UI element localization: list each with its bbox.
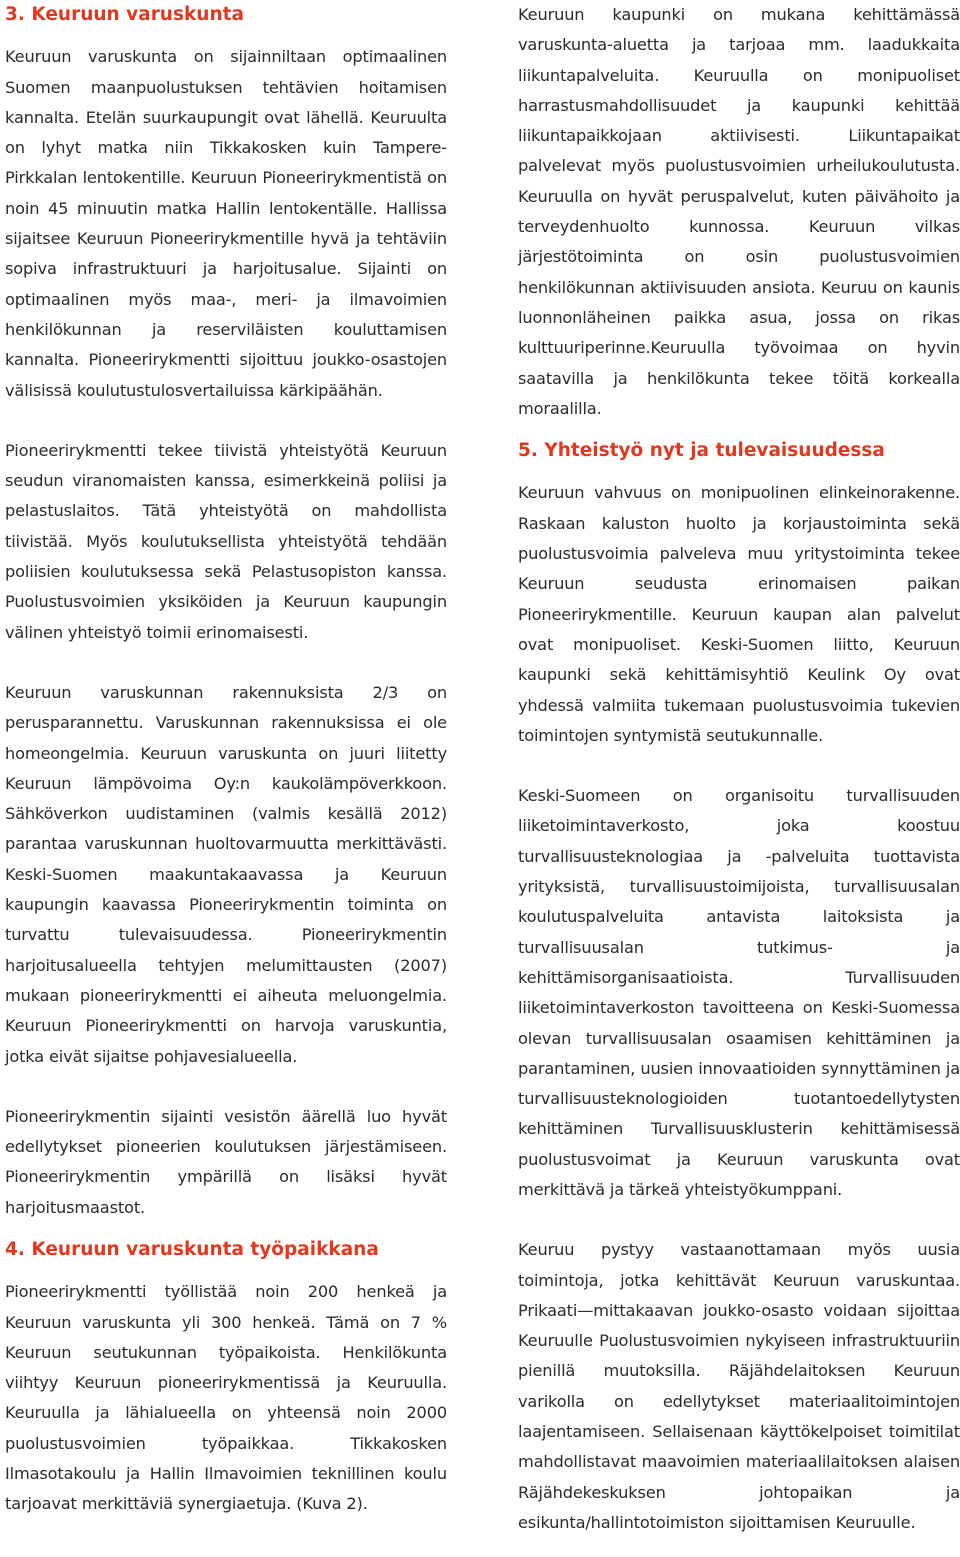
section-4-heading: 4. Keuruun varuskunta työpaikkana [5, 1238, 379, 1260]
section-3-heading: 3. Keuruun varuskunta [5, 4, 244, 25]
paragraph: Pioneerirykmentti työllistää noin 200 henkeä ja Keuruun varuskunta yli 300 henkeä. Tämä on 7 % Keuruun seutukunnan työpaikoista. Henkilökunta viihtyy Keuruun pioneerirykmentissä ja Keuruulla. Keuruulla ja lähialueella on yhteensä noin 2000 puolustusvoimien työpaikkaa. Tikkakosken Ilmasotakoulu ja Hallin Ilmavoimien teknillinen koulu tarjoavat merkittäviä synergiaetuja. (Kuva 2). [5, 1282, 447, 1514]
left-column [5, 0, 447, 1520]
paragraph: Pioneerirykmentti tekee tiivistä yhteistyötä Keuruun seudun viranomaisten kanssa, esimerkkeinä poliisi ja pelastuslaitos. Tätä yhteistyötä on mahdollista tiivistää. Myös koulutuksellista yhteistyötä tehdään poliisien koulutuksessa sekä Pelastusopiston kanssa. Puolustusvoimien yksiköiden ja Keuruun kaupungin välinen yhteistyö toimii erinomaisesti. [5, 440, 447, 642]
paragraph: Keuruun varuskunta on sijainniltaan optimaalinen Suomen maanpuolustuksen tehtävien hoitamisen kannalta. Etelän suurkaupungit ovat lähellä. Keuruulta on lyhyt matka niin Tikkakosken kuin Tampere-Pirkkalan lentokentille. Keuruun Pioneerirykmentistä on noin 45 minuutin matka Hallin lentokentälle. Hallissa sijaitsee Keuruun Pioneerirykmentille hyvä ja tehtäviin sopiva infrastruktuuri ja harjoitusalue. Sijainti on optimaalinen myös maa-, meri- ja ilmavoimien henkilökunnan ja reserviläisten kouluttamisen kannalta. Pioneerirykmentti sijoittuu joukko-osastojen välisissä koulutustulosvertailuissa kärkipäähän. [5, 47, 447, 400]
paragraph: Keuruun vahvuus on monipuolinen elinkeinorakenne. Raskaan kaluston huolto ja korjaustoiminta sekä puolustusvoimia palveleva muu yritystoiminta tekee Keuruun seudusta erinomaisen paikan Pioneerirykmentille. Keuruun kaupan alan palvelut ovat monipuoliset. Keski-Suomen liitto, Keuruun kaupunki sekä kehittämisyhtiö Keulink Oy ovat yhdessä valmiita tukemaan puolustusvoimia tukevien toimintojen syntymistä seutukunnalle. [518, 483, 960, 745]
paragraph: Keuruun kaupunki on mukana kehittämässä varuskunta-aluetta ja tarjoaa mm. laadukkaita liikuntapalveluita. Keuruulla on monipuoliset harrastusmahdollisuudet ja kaupunki kehittää liikuntapaikkojaan aktiivisesti. Liikuntapaikat palvelevat myös puolustusvoimien urheilukoulutusta. Keuruulla on hyvät peruspalvelut, kuten päivähoito ja terveydenhuolto kunnossa. Keuruun vilkas järjestötoiminta on osin puolustusvoimien henkilökunnan aktiivisuuden ansiota. Keuruu on kaunis luonnonläheinen paikka asua, jossa on rikas kulttuuriperinne.Keuruulla työvoimaa on hyvin saatavilla ja henkilökunta tekee töitä korkealla moraalilla. [518, 5, 960, 418]
section-5-heading: 5. Yhteistyö nyt ja tulevaisuudessa [518, 440, 885, 462]
right-column [518, 0, 960, 1538]
paragraph: Keuruun varuskunnan rakennuksista 2/3 on perusparannettu. Varuskunnan rakennuksissa ei ole homeongelmia. Keuruun varuskunta on juuri liitetty Keuruun lämpövoima Oy:n kaukolämpöverkkoon. Sähköverkon uudistaminen (valmis kesällä 2012) parantaa varuskunnan huoltovarmuutta merkittävästi. Keski-Suomen maakuntakaavassa ja Keuruun kaupungin kaavassa Pioneerirykmentin toiminta on turvattu tulevaisuudessa. Pioneerirykmentin harjoitusalueella tehtyjen melumittausten (2007) mukaan pioneerirykmentti ei aiheuta meluongelmia. Keuruun Pioneerirykmentti on harvoja varuskuntia, jotka eivät sijaitse pohjavesialueella. [5, 682, 447, 1066]
paragraph: Keuruu pystyy vastaanottamaan myös uusia toimintoja, jotka kehittävät Keuruun varuskuntaa. Prikaati—mittakaavan joukko-osasto voidaan sijoittaa Keuruulle Puolustusvoimien nykyiseen infrastruktuuriin pienillä muutoksilla. Räjähdelaitoksen Keuruun varikolla on edellytykset materiaalitoimintojen laajentamiseen. Sellaisenaan käyttökelpoiset toimitilat mahdollistavat maavoimien materiaalilaitoksen alaisen Räjähdekeskuksen johtopaikan ja esikunta/hallintotoimiston sijoittamisen Keuruulle. [518, 1240, 960, 1532]
paragraph: Pioneerirykmentin sijainti vesistön äärellä luo hyvät edellytykset pioneerien koulutuksen järjestämiseen. Pioneerirykmentin ympärillä on lisäksi hyvät harjoitusmaastot. [5, 1106, 447, 1217]
paragraph: Keski-Suomeen on organisoitu turvallisuuden liiketoimintaverkosto, joka koostuu turvallisuusteknologiaa ja -palveluita tuottavista yrityksistä, turvallisuustoimijoista, turvallisuusalan koulutuspalveluita antavista laitoksista ja turvallisuusalan tutkimus- ja kehittämisorganisaatioista. Turvallisuuden liiketoimintaverkoston tavoitteena on Keski-Suomessa olevan turvallisuusalan osaamisen kehittäminen ja parantaminen, uusien innovaatioiden synnyttäminen ja turvallisuusteknologioiden tuotantoedellytysten kehittäminen Turvallisuusklusterin kehittämisessä puolustusvoimat ja Keuruun varuskunta ovat merkittävä ja tärkeä yhteistyökumppani. [518, 786, 960, 1199]
